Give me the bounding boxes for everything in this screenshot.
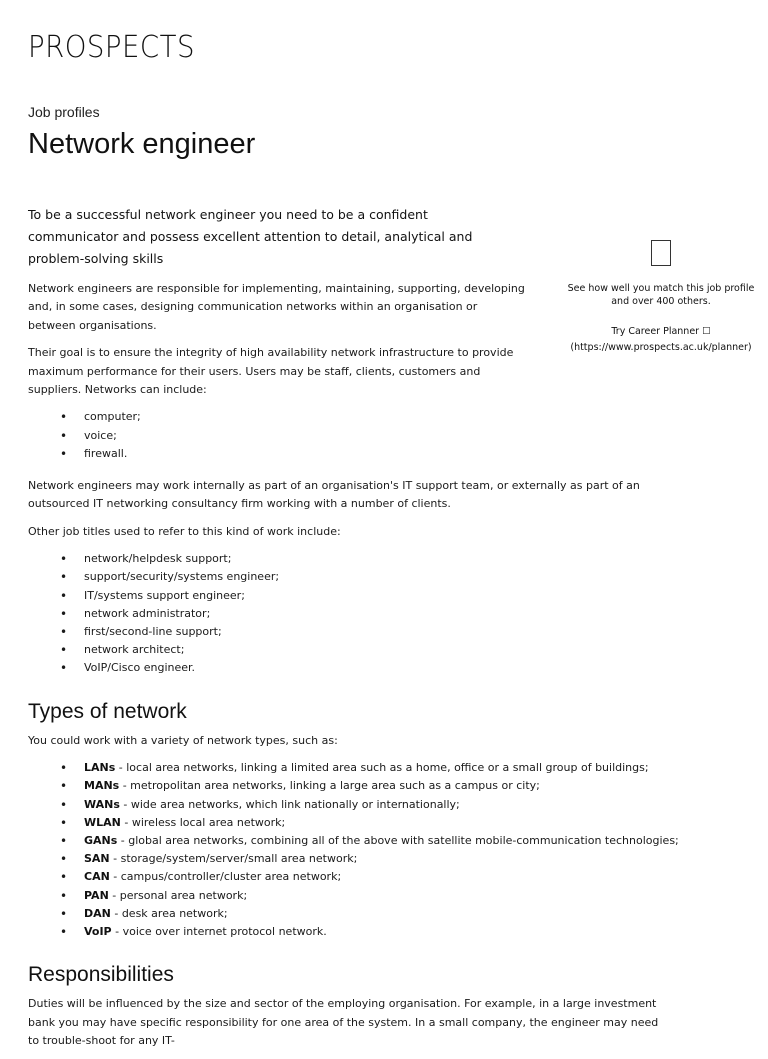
page-title: Network engineer: [28, 128, 256, 160]
list-item: • support/security/systems engineer;: [28, 568, 728, 586]
list-item: • first/second-line support;: [28, 623, 728, 641]
term-desc: - global area networks, combining all of the above with satellite mobile-communication technologies;: [117, 833, 679, 847]
types-heading: Types of network: [28, 699, 187, 723]
term: WLAN: [84, 815, 121, 829]
term-desc: - campus/controller/cluster area network;: [109, 870, 342, 884]
term: DAN: [84, 906, 111, 920]
network-include-list: [28, 408, 728, 463]
job-titles-intro: Other job titles used to refer to this kind of work include:: [28, 524, 341, 538]
planner-blurb: See how well you match this job profile and over 400 others.: [567, 283, 755, 307]
term-desc: - storage/system/server/small area network;: [109, 852, 358, 866]
term-desc: - desk area network;: [110, 906, 228, 920]
term-desc: - personal area network;: [108, 888, 248, 902]
responsibilities-heading: Responsibilities: [28, 963, 174, 987]
list-item: • network administrator;: [28, 605, 728, 623]
term-desc: - local area networks, linking a limited area such as a home, office or a small group of buildings;: [115, 761, 649, 775]
types-intro: You could work with a variety of network types, such as:: [28, 733, 338, 747]
list-item: [28, 868, 728, 886]
career-planner-aside: [566, 240, 756, 356]
work-paragraph: Network engineers may work internally as part of an organisation's IT support team, or externally as part of an outsourced IT networking consultancy firm working with a number of clients.: [28, 479, 640, 511]
list-item: [28, 796, 728, 814]
term: VoIP: [84, 924, 112, 938]
list-item: [28, 832, 728, 850]
term: GANs: [84, 833, 118, 847]
term: PAN: [84, 888, 109, 902]
term: SAN: [84, 852, 110, 866]
term-desc: - voice over internet protocol network.: [111, 924, 327, 938]
lead-paragraph: To be a successful network engineer you need to be a confident communicator and possess excellent attention to detail, analytical and problem-solving skills: [28, 207, 473, 266]
list-item: [28, 923, 728, 941]
term: WANs: [84, 797, 120, 811]
term: LANs: [84, 761, 116, 775]
term-desc: - wireless local area network;: [120, 815, 286, 829]
list-item: • firewall.: [28, 445, 728, 463]
list-item: [28, 905, 728, 923]
term: MANs: [84, 779, 120, 793]
intro-paragraph-2: Their goal is to ensure the integrity of high availability network infrastructure to provide maximum performance for their users. Users may be staff, clients, customers and suppliers. Networks can include:: [28, 346, 514, 397]
list-item: • VoIP/Cisco engineer.: [28, 659, 728, 677]
term-desc: - metropolitan area networks, linking a large area such as a campus or city;: [119, 779, 540, 793]
image-placeholder-icon: [651, 240, 671, 266]
career-planner-link[interactable]: Try Career Planner ☐: [611, 326, 711, 337]
list-item: • network architect;: [28, 641, 728, 659]
list-item: [28, 850, 728, 868]
list-item: [28, 887, 728, 905]
breadcrumb[interactable]: Job profiles: [28, 104, 100, 120]
term-desc: - wide area networks, which link nationally or internationally;: [119, 797, 460, 811]
job-titles-list: [28, 550, 728, 677]
term: CAN: [84, 870, 110, 884]
network-types-list: [28, 759, 728, 941]
career-planner-url[interactable]: (https://www.prospects.ac.uk/planner): [570, 342, 752, 353]
responsibilities-paragraph: Duties will be influenced by the size and sector of the employing organisation. For example, in a large investment bank you may have specific responsibility for one area of the system. In a small company, the engineer may need to trouble-shoot for any IT-: [28, 997, 659, 1047]
list-item: • computer;: [28, 408, 728, 426]
prospects-logo[interactable]: PROSPECTS: [28, 30, 195, 65]
list-item: [28, 777, 728, 795]
list-item: [28, 759, 728, 777]
list-item: • network/helpdesk support;: [28, 550, 728, 568]
list-item: • voice;: [28, 427, 728, 445]
intro-paragraph-1: Network engineers are responsible for implementing, maintaining, supporting, developing and, in some cases, designing communication networks within an organisation or between organisations.: [28, 282, 525, 332]
list-item: [28, 814, 728, 832]
list-item: • IT/systems support engineer;: [28, 587, 728, 605]
